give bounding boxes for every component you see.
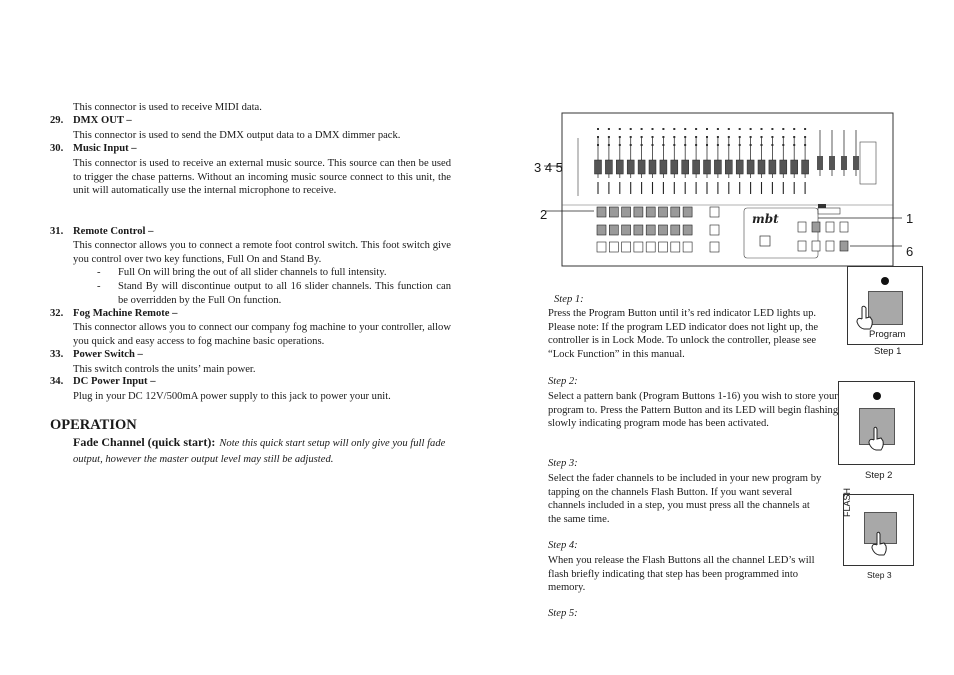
fader-knob <box>769 160 776 174</box>
item-text: This connector is used to receive an external music source. This source can then be used to trigger the chase patterns. Without an incoming music source connect to this unit, the unit will automatically use the internal microphone to receive. <box>73 158 451 197</box>
tick-mark <box>652 128 654 130</box>
step1-figure <box>847 266 923 345</box>
flash-button <box>634 225 643 235</box>
tick-mark <box>652 136 654 138</box>
tick-mark <box>673 128 675 130</box>
master-fader-knob <box>829 156 835 170</box>
fader-knob <box>671 160 678 174</box>
tick-mark <box>673 136 675 138</box>
step-text: Select a pattern bank (Program Buttons 1-16) you wish to store your program to. Press the Pattern Button and its LED will begin flashing slowly indicating program mode has been activated. <box>548 391 839 430</box>
small-button <box>710 207 719 217</box>
tick-mark <box>739 136 741 138</box>
bank-button <box>683 242 692 252</box>
fader-knob <box>627 160 634 174</box>
callout-6: 6 <box>906 244 914 259</box>
tick-mark <box>804 136 806 138</box>
bank-button <box>659 242 668 252</box>
fader-knob <box>638 160 645 174</box>
fader-knob <box>605 160 612 174</box>
flash-button <box>646 207 655 217</box>
tick-mark <box>750 136 752 138</box>
fader-knob <box>714 160 721 174</box>
master-fader-knob <box>817 156 823 170</box>
step2-figure <box>838 381 915 465</box>
item-number: 29. <box>50 115 64 126</box>
tick-mark <box>728 136 730 138</box>
tick-mark <box>608 128 610 130</box>
flash-button <box>622 225 631 235</box>
tick-mark <box>695 128 697 130</box>
fader-knob <box>780 160 787 174</box>
item-text: This connector is used to send the DMX output data to a DMX dimmer pack. <box>73 130 401 141</box>
function-button <box>798 241 806 251</box>
fader-knob <box>704 160 711 174</box>
tick-mark <box>750 128 752 130</box>
function-button <box>840 241 848 251</box>
flash-button <box>646 225 655 235</box>
flash-label: FLASH <box>842 487 852 517</box>
bank-button <box>671 242 680 252</box>
fade-note: Note this quick start setup will only give you full fade output, however the master output level may still be adjusted. <box>73 438 446 465</box>
item-text: Plug in your DC 12V/500mA power supply to this jack to power your unit. <box>73 391 391 402</box>
bank-button <box>597 242 606 252</box>
tick-mark <box>717 136 719 138</box>
flash-button <box>609 207 618 217</box>
item-text: This connector allows you to connect our company fog machine to your controller, allow you quick and easy access to fog machine basic operations. <box>73 322 451 347</box>
fader-knob <box>693 160 700 174</box>
finger-press-icon <box>870 531 890 557</box>
operation-heading: OPERATION <box>50 417 137 433</box>
step-text: When you release the Flash Buttons all the channel LED’s will flash briefly indicating that step has been programmed into memory. <box>548 555 815 594</box>
fade-channel-paragraph <box>73 435 453 467</box>
tick-mark <box>619 136 621 138</box>
tick-mark <box>706 128 708 130</box>
fader-knob <box>682 160 689 174</box>
item-title: Music Input – <box>73 143 137 154</box>
led-indicator <box>873 392 881 400</box>
flash-button <box>671 225 680 235</box>
tick-mark <box>804 128 806 130</box>
tick-mark <box>782 128 784 130</box>
flash-button <box>659 207 668 217</box>
step-text: Select the fader channels to be included in your new program by tapping on the channels Flash Button. If you want several channels included in a step, you must press all the channels at the same time. <box>548 473 822 525</box>
flash-button <box>671 207 680 217</box>
flash-button <box>597 207 606 217</box>
function-button <box>826 222 834 232</box>
step-label: Step 3: <box>548 458 578 469</box>
program-label: Program <box>869 329 906 340</box>
flash-button <box>634 207 643 217</box>
midi-text: This connector is used to receive MIDI data. <box>73 102 262 113</box>
tick-mark <box>782 136 784 138</box>
bank-button <box>634 242 643 252</box>
item-text: This switch controls the units’ main power. <box>73 364 256 375</box>
item-title: DMX OUT – <box>73 115 132 126</box>
callout-2: 2 <box>540 207 548 222</box>
fade-title: Fade Channel (quick start): <box>73 435 216 449</box>
tick-mark <box>717 128 719 130</box>
item-title: Power Switch – <box>73 349 143 360</box>
bullet-item: Stand By will discontinue output to all 16 slider channels. This function can be overridden by the Full On function. <box>118 281 451 306</box>
fader-knob <box>736 160 743 174</box>
fader-knob <box>616 160 623 174</box>
tick-mark <box>706 136 708 138</box>
led-indicator <box>881 277 889 285</box>
fader-knob <box>595 160 602 174</box>
fader-knob <box>802 160 809 174</box>
tick-mark <box>630 136 632 138</box>
tick-mark <box>641 128 643 130</box>
tick-mark <box>597 128 599 130</box>
fader-knob <box>791 160 798 174</box>
tick-mark <box>793 136 795 138</box>
tick-mark <box>684 136 686 138</box>
tick-mark <box>662 136 664 138</box>
function-button <box>840 222 848 232</box>
finger-press-icon <box>867 426 887 452</box>
controller-diagram <box>528 108 928 270</box>
step-label: Step 5: <box>548 608 578 619</box>
tick-mark <box>793 128 795 130</box>
tick-mark <box>695 136 697 138</box>
master-fader-knob <box>841 156 847 170</box>
item-number: 32. <box>50 308 64 319</box>
bullet-item: Full On will bring the out of all slider channels to full intensity. <box>118 267 387 278</box>
function-button <box>812 222 820 232</box>
item-title: Remote Control – <box>73 226 154 237</box>
step-label: Step 2: <box>548 376 578 387</box>
finger-press-icon <box>854 305 876 331</box>
fader-knob <box>758 160 765 174</box>
small-button <box>710 242 719 252</box>
tick-mark <box>597 136 599 138</box>
tick-mark <box>771 128 773 130</box>
function-button <box>798 222 806 232</box>
item-title: Fog Machine Remote – <box>73 308 178 319</box>
bank-button <box>646 242 655 252</box>
tick-mark <box>608 136 610 138</box>
step-label: Step 4: <box>548 540 578 551</box>
item-number: 34. <box>50 376 64 387</box>
flash-button <box>609 225 618 235</box>
flash-button <box>659 225 668 235</box>
step-text: Press the Program Button until it’s red indicator LED lights up. Please note: If the program LED indicator does not light up, the controller is in Lock Mode. To unlock the controller, please see “Lock Function” in this manual. <box>548 308 819 360</box>
step3-caption: Step 3 <box>867 570 892 580</box>
item-number: 33. <box>50 349 64 360</box>
item-title: DC Power Input – <box>73 376 156 387</box>
tick-mark <box>630 128 632 130</box>
bank-button <box>622 242 631 252</box>
fader-knob <box>649 160 656 174</box>
tick-mark <box>761 128 763 130</box>
step3-figure <box>842 487 914 566</box>
fader-knob <box>725 160 732 174</box>
bank-button <box>609 242 618 252</box>
tick-mark <box>619 128 621 130</box>
tick-mark <box>662 128 664 130</box>
tick-mark <box>761 136 763 138</box>
flash-button <box>683 207 692 217</box>
function-button <box>812 241 820 251</box>
tick-mark <box>728 128 730 130</box>
callout-1: 1 <box>906 211 914 226</box>
step2-caption: Step 2 <box>865 470 893 481</box>
item-number: 31. <box>50 226 64 237</box>
tick-mark <box>771 136 773 138</box>
item-text: This connector allows you to connect a remote foot control switch. This foot switch give you control over two key functions, Full On and Stand By. <box>73 240 451 265</box>
callout-345: 3 4 5 <box>534 160 563 175</box>
item-number: 30. <box>50 143 64 154</box>
tick-mark <box>684 128 686 130</box>
tick-mark <box>739 128 741 130</box>
flash-button <box>597 225 606 235</box>
fader-knob <box>747 160 754 174</box>
master-fader-knob <box>853 156 859 170</box>
svg-text:mbt: mbt <box>752 212 779 226</box>
fader-knob <box>660 160 667 174</box>
flash-button <box>622 207 631 217</box>
function-button <box>826 241 834 251</box>
tick-mark <box>641 136 643 138</box>
small-button <box>710 225 719 235</box>
flash-button <box>683 225 692 235</box>
step1-caption: Step 1 <box>874 346 902 357</box>
step-label: Step 1: <box>554 294 584 305</box>
